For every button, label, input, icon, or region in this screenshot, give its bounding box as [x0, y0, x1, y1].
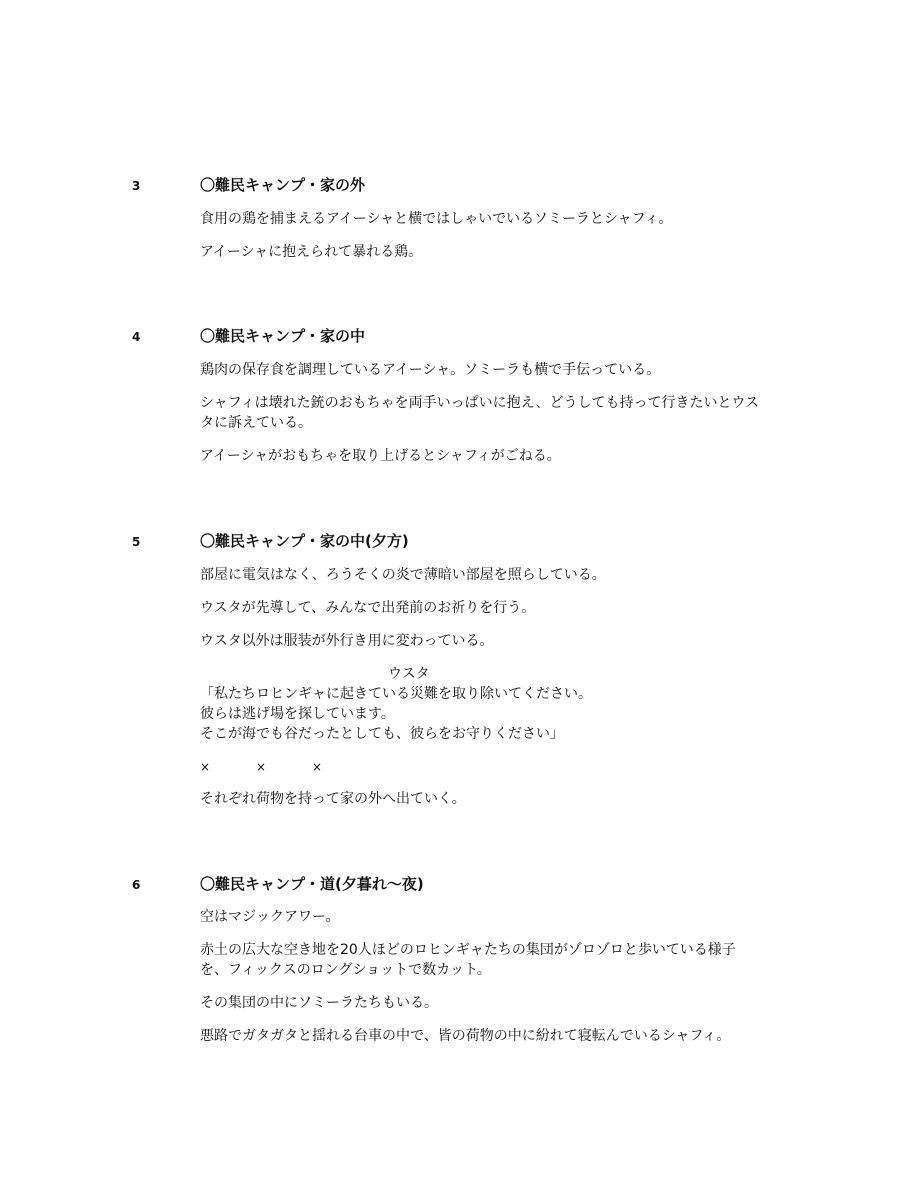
action-line: を、フィックスのロングショットで数カット。: [200, 962, 491, 978]
action-line: 鶏肉の保存食を調理しているアイーシャ。ソミーラも横で手伝っている。: [200, 362, 661, 378]
dialogue-line: そこが海でも谷だったとしても、彼らをお守りください」: [200, 726, 564, 742]
dialogue-line: 「私たちロヒンギャに起きている災難を取り除いてください。: [200, 686, 592, 702]
character-name: ウスタ: [388, 666, 430, 682]
action-line: その集団の中にソミーラたちもいる。: [200, 995, 438, 1011]
action-line: ウスタ以外は服装が外行き用に変わっている。: [200, 633, 494, 649]
scene-number: 3: [132, 179, 141, 193]
scene-number: 5: [132, 535, 141, 549]
scene-heading: 〇難民キャンプ・家の外: [200, 176, 366, 194]
scene-number: 4: [132, 330, 141, 344]
scene-heading: 〇難民キャンプ・家の中: [200, 327, 366, 345]
scene-heading: 〇難民キャンプ・道(夕暮れ〜夜): [200, 875, 424, 893]
scene-heading: 〇難民キャンプ・家の中(夕方): [200, 532, 409, 550]
action-line: 赤土の広大な空き地を20人ほどのロヒンギャたちの集団がゾロゾロと歩いている様子: [200, 942, 736, 958]
action-line: アイーシャに抱えられて暴れる鶏。: [200, 244, 423, 260]
time-cut-mark: ×: [312, 760, 323, 774]
action-line: シャフィは壊れた銃のおもちゃを両手いっぱいに抱え、どうしても持って行きたいとウス: [200, 395, 760, 411]
action-line: アイーシャがおもちゃを取り上げるとシャフィがごねる。: [200, 448, 561, 464]
dialogue-line: 彼らは逃げ場を探しています。: [200, 706, 395, 722]
action-line: 食用の鶏を捕まえるアイーシャと横ではしゃいでいるソミーラとシャフィ。: [200, 211, 673, 227]
scene-number: 6: [132, 878, 141, 892]
action-line: 悪路でガタガタと揺れる台車の中で、皆の荷物の中に紛れて寝転んでいるシャフィ。: [200, 1028, 731, 1044]
action-line: タに訴えている。: [200, 415, 312, 431]
action-line: ウスタが先導して、みんなで出発前のお祈りを行う。: [200, 600, 536, 616]
time-cut-mark: ×: [200, 760, 211, 774]
action-line: 部屋に電気はなく、ろうそくの炎で薄暗い部屋を照らしている。: [200, 567, 606, 583]
action-line: それぞれ荷物を持って家の外へ出ていく。: [200, 791, 466, 807]
action-line: 空はマジックアワー。: [200, 909, 340, 925]
time-cut-mark: ×: [256, 760, 267, 774]
